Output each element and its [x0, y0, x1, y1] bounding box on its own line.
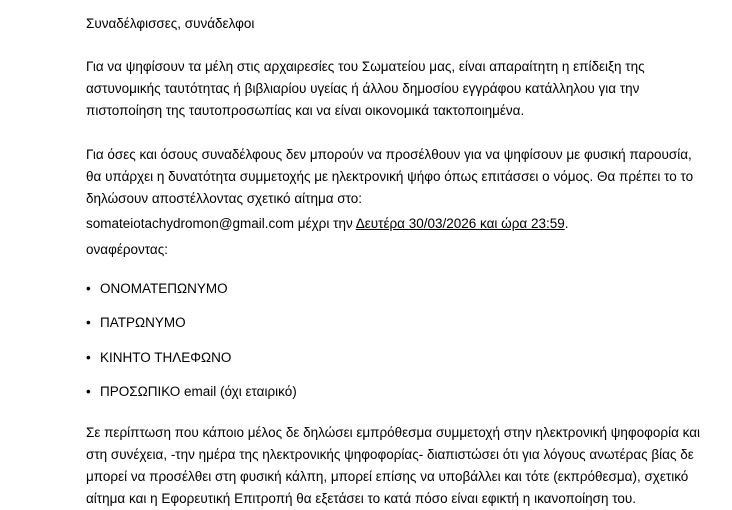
paragraph-late-request: Σε περίπτωση που κάποιο μέλος δε δηλώσει εμπρόθεσμα συμμετοχή στην ηλεκτρονική ψηφοφορία και στη συνέχεια, -την ημέρα της ηλεκτρονικής ψηφοφορίας- διαπιστώσει ότι για λόγους ανωτέρας βίας δε μπορεί να προσέλθει στη φυσική κάλπη, μπορεί επίσης να υποβάλλει και τότε (εκπρόθεσμα), σχετικό αίτημα και η Εφορευτική Επιτροπή θα εξετάσει το κατά πόσο είναι εφικτή η ικανοποίηση του. [86, 425, 701, 506]
paragraph-electronic-vote: Για όσες και όσους συναδέλφους δεν μπορούν να προσέλθουν για να ψηφίσουν με φυσική παρουσία, θα υπάρχει η δυνατότητα συμμετοχής με ηλεκτρονική ψήφο όπως επιτάσσει ο νόμος. Θα πρέπει το το δηλώσουν αποστέλλοντας σχετικό αίτημα στο: [86, 146, 694, 206]
email-request-line [86, 213, 704, 235]
paragraph-identification: Για να ψηφίσουν τα μέλη στις αρχαιρεσίες του Σωματείου μας, είναι απαραίτητη η επίδειξη της αστυνομικής ταυτότητας ή βιβλιαρίου υγείας ή άλλου δημοσίου εγγράφου κατάλληλου για την πιστοποίηση της ταυτοπροσωπίας και να είναι οικονομικά τακτοποιημένα. [86, 59, 645, 118]
deadline-text: Δευτέρα 30/03/2026 και ώρα 23:59 [355, 216, 565, 232]
email-end-text: . [564, 216, 569, 232]
greeting-text: Συναδέλφισσες, συνάδελφοι [86, 16, 255, 31]
list-item: • ΚΙΝΗΤΟ ΤΗΛΕΦΩΝΟ [86, 348, 704, 368]
required-fields-list [86, 279, 704, 402]
list-item: • ΠΑΤΡΩΝΥΜΟ [86, 313, 704, 333]
list-item: • ΟΝΟΜΑΤΕΠΩΝΥΜΟ [86, 279, 704, 299]
list-item: • ΠΡΟΣΩΠΙΚΟ email (όχι εταιρικό) [86, 382, 704, 402]
email-address: somateiotachydromon@gmail.com [86, 216, 295, 232]
email-middle-text: μέχρι την [294, 216, 356, 232]
mentioning-label: οναφέροντας: [86, 242, 168, 258]
